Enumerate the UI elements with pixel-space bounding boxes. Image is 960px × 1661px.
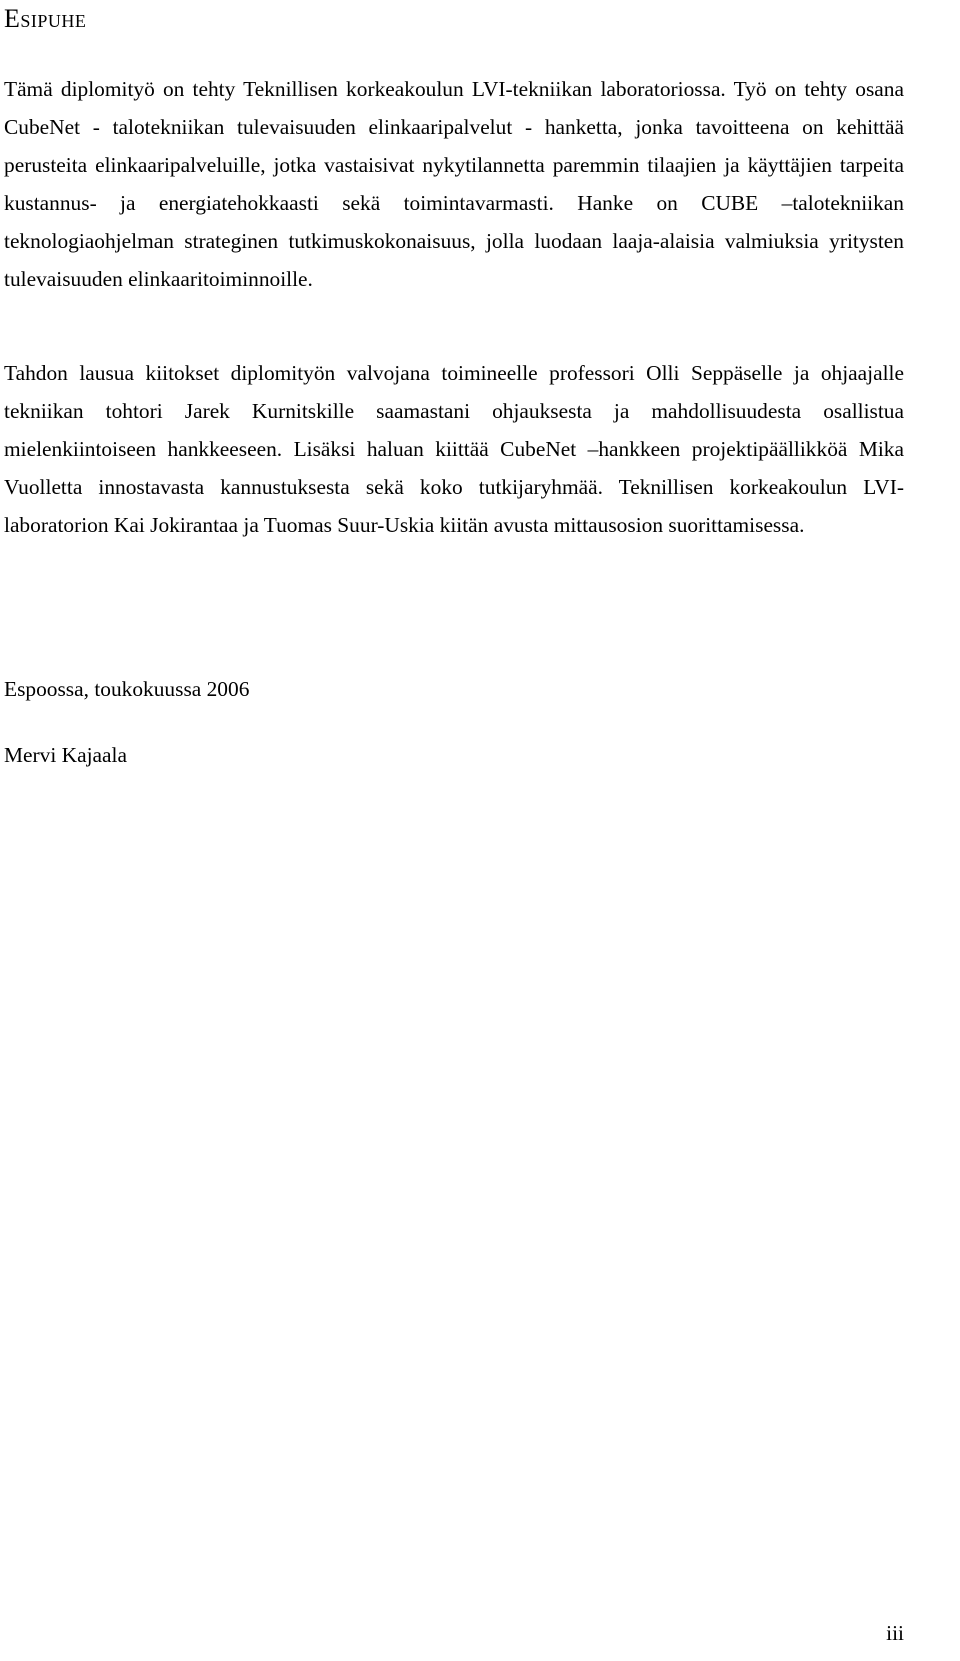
paragraph-project-description: Tämä diplomityö on tehty Teknillisen korkeakoulun LVI-tekniikan laboratoriossa. Työ on tehty osana CubeNet - talotekniikan tulevaisuuden elinkaaripalvelut - hanketta, jonka tavoitteena on kehittää perusteita elinkaaripalveluille, jotka vastaisivat nykytilannetta paremmin tilaajien ja käyttäjien tarpeita kustannus- ja energiatehokkaasti sekä toimintavarmasti. Hanke on CUBE –talotekniikan teknologiaohjelman strateginen tutkimuskokonaisuus, jolla luodaan laaja-alaisia valmiuksia yritysten tulevaisuuden elinkaaritoiminnoille. [4, 77, 904, 291]
page-number: iii [886, 1621, 904, 1645]
page-title: Esipuhe [4, 4, 87, 33]
paragraph-acknowledgements: Tahdon lausua kiitokset diplomityön valvojana toimineelle professori Olli Seppäselle ja ohjaajalle tekniikan tohtori Jarek Kurnitskille saamastani ohjauksesta ja mahdollisuudesta osallistua mielenkiintoiseen hankkeeseen. Lisäksi haluan kiittää CubeNet –hankkeen projektipäällikköä Mika Vuolletta innostavasta kannustuksesta sekä koko tutkijaryhmää. Teknillisen korkeakoulun LVI-laboratorion Kai Jokirantaa ja Tuomas Suur-Uskia kiitän avusta mittausosion suorittamisessa. [4, 361, 904, 537]
author-name: Mervi Kajaala [4, 743, 127, 767]
place-and-date: Espoossa, toukokuussa 2006 [4, 677, 250, 701]
